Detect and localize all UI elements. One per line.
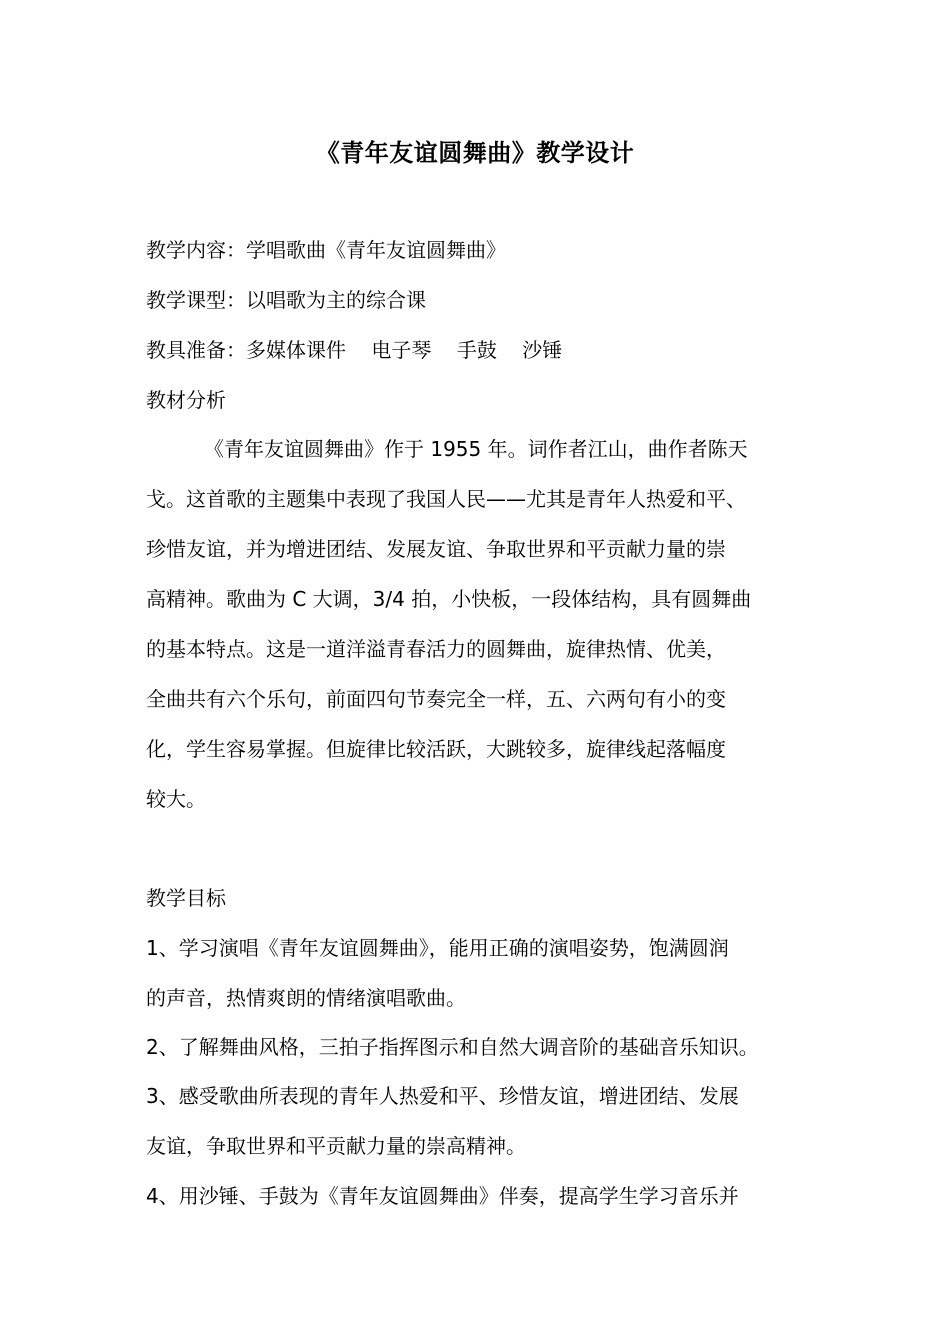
goal-line: 2、了解舞曲风格，三拍子指挥图示和自然大调音阶的基础音乐知识。 xyxy=(146,1035,759,1059)
info-lesson-type: 教学课型：以唱歌为主的综合课 xyxy=(146,288,426,312)
analysis-line: 较大。 xyxy=(146,787,206,811)
analysis-line: 的基本特点。这是一道洋溢青春活力的圆舞曲，旋律热情、优美， xyxy=(146,637,726,661)
analysis-line: 化，学生容易掌握。但旋律比较活跃，大跳较多，旋律线起落幅度 xyxy=(146,737,726,761)
goal-line: 4、用沙锤、手鼓为《青年友谊圆舞曲》伴奏，提高学生学习音乐并 xyxy=(146,1184,739,1208)
goal-line: 的声音，热情爽朗的情绪演唱歌曲。 xyxy=(146,986,466,1010)
analysis-line: 《青年友谊圆舞曲》作于 1955 年。词作者江山，曲作者陈天 xyxy=(204,437,748,461)
info-teaching-content: 教学内容：学唱歌曲《青年友谊圆舞曲》 xyxy=(146,238,506,262)
analysis-heading: 教材分析 xyxy=(146,388,226,412)
goal-line: 3、感受歌曲所表现的青年人热爱和平、珍惜友谊，增进团结、发展 xyxy=(146,1084,739,1108)
analysis-line: 戈。这首歌的主题集中表现了我国人民——尤其是青年人热爱和平、 xyxy=(146,487,746,511)
goal-line: 1、学习演唱《青年友谊圆舞曲》，能用正确的演唱姿势，饱满圆润 xyxy=(146,936,729,960)
info-equipment: 教具准备：多媒体课件 电子琴 手鼓 沙锤 xyxy=(146,338,563,362)
analysis-line: 珍惜友谊，并为增进团结、发展友谊、争取世界和平贡献力量的崇 xyxy=(146,537,726,561)
analysis-line: 全曲共有六个乐句，前面四句节奏完全一样，五、六两句有小的变 xyxy=(146,687,726,711)
analysis-line: 高精神。歌曲为 C 大调，3/4 拍，小快板，一段体结构，具有圆舞曲 xyxy=(146,587,752,611)
goal-line: 友谊，争取世界和平贡献力量的崇高精神。 xyxy=(146,1134,526,1158)
goals-heading: 教学目标 xyxy=(146,886,226,910)
document-title: 《青年友谊圆舞曲》教学设计 xyxy=(315,139,635,167)
